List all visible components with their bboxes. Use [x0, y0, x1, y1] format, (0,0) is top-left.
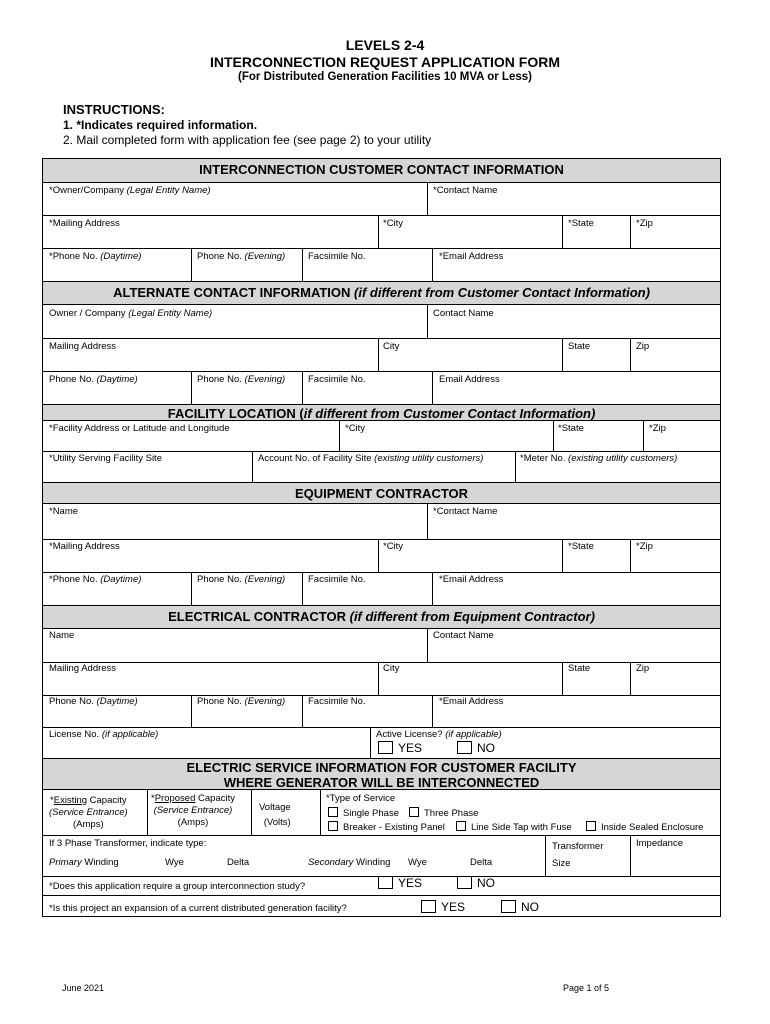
equip-mailing-address-field[interactable]: *Mailing Address — [49, 541, 120, 552]
existing-capacity-field[interactable]: *Existing Capacity (Service Entrance) (Amps) — [49, 795, 128, 830]
active-license-yes-checkbox[interactable]: YES — [378, 741, 422, 755]
equip-contact-name-field[interactable]: *Contact Name — [433, 506, 498, 517]
group-study-question: *Does this application require a group interconnection study? — [49, 881, 306, 892]
instruction-item-1: 1. *Indicates required information. — [63, 118, 258, 132]
alt-state-field[interactable]: State — [568, 341, 591, 352]
license-number-field[interactable]: License No. (if applicable) — [49, 729, 159, 740]
equip-zip-field[interactable]: *Zip — [636, 541, 653, 552]
secondary-wye-option[interactable]: Wye — [408, 857, 427, 868]
checkbox-icon — [456, 821, 466, 831]
inside-sealed-enclosure-checkbox[interactable]: Inside Sealed Enclosure — [586, 821, 703, 833]
elec-state-field[interactable]: State — [568, 663, 591, 674]
three-phase-transformer-label: If 3 Phase Transformer, indicate type: — [49, 838, 207, 849]
active-license-label: Active License? (if applicable) — [376, 729, 502, 740]
facility-address-field[interactable]: *Facility Address or Latitude and Longitude — [49, 423, 230, 434]
section-equipment-contractor: EQUIPMENT CONTRACTOR — [43, 482, 720, 504]
alt-contact-name-field[interactable]: Contact Name — [433, 308, 494, 319]
section-customer-contact — [43, 159, 720, 183]
elec-zip-field[interactable]: Zip — [636, 663, 650, 674]
form-level-heading: LEVELS 2-4 — [345, 37, 425, 53]
line-side-tap-checkbox[interactable]: Line Side Tap with Fuse — [456, 821, 572, 833]
section-facility-location: FACILITY LOCATION (if different from Customer Contact Information) — [43, 404, 720, 421]
group-study-no-checkbox[interactable]: NO — [457, 876, 495, 890]
primary-delta-option[interactable]: Delta — [227, 857, 250, 868]
equip-fax-field[interactable]: Facsimile No. — [308, 574, 366, 585]
alt-email-field[interactable]: Email Address — [439, 374, 500, 385]
equip-name-field[interactable]: *Name — [49, 506, 79, 517]
footer-date: June 2021 — [62, 983, 105, 993]
type-of-service-label: *Type of Service — [326, 793, 396, 804]
single-phase-checkbox[interactable]: Single Phase — [328, 807, 399, 819]
checkbox-icon — [409, 807, 419, 817]
checkbox-icon — [328, 807, 338, 817]
alt-phone-evening-field[interactable]: Phone No. (Evening) — [197, 374, 286, 385]
equip-state-field[interactable]: *State — [568, 541, 594, 552]
section-title: INTERCONNECTION CUSTOMER CONTACT INFORMATION — [199, 162, 564, 177]
mailing-address-field[interactable]: *Mailing Address — [49, 218, 120, 229]
primary-winding-label: Primary Winding — [49, 857, 119, 868]
alt-fax-field[interactable]: Facsimile No. — [308, 374, 366, 385]
city-field[interactable]: *City — [383, 218, 404, 229]
fax-field[interactable]: Facsimile No. — [308, 251, 366, 262]
utility-serving-site-field[interactable]: *Utility Serving Facility Site — [49, 453, 162, 464]
voltage-field[interactable]: Voltage (Volts) — [259, 802, 291, 828]
checkbox-icon — [328, 821, 338, 831]
account-number-field[interactable]: Account No. of Facility Site (existing utility customers) — [258, 453, 484, 464]
checkbox-icon — [378, 741, 393, 754]
section-alternate-contact: ALTERNATE CONTACT INFORMATION (if different from Customer Contact Information) — [43, 281, 720, 305]
expansion-no-checkbox[interactable]: NO — [501, 900, 539, 914]
section-electrical-contractor: ELECTRICAL CONTRACTOR (if different from Equipment Contractor) — [43, 605, 720, 629]
impedance-field[interactable]: Impedance — [636, 838, 684, 849]
alt-owner-company-field[interactable]: Owner / Company (Legal Entity Name) — [49, 308, 213, 319]
facility-zip-field[interactable]: *Zip — [649, 423, 666, 434]
expansion-yes-checkbox[interactable]: YES — [421, 900, 465, 914]
alt-mailing-address-field[interactable]: Mailing Address — [49, 341, 117, 352]
equip-city-field[interactable]: *City — [383, 541, 404, 552]
elec-phone-daytime-field[interactable]: Phone No. (Daytime) — [49, 696, 138, 707]
email-field[interactable]: *Email Address — [439, 251, 504, 262]
instruction-item-2: 2. Mail completed form with application fee (see page 2) to your utility — [63, 133, 432, 147]
instructions-heading: INSTRUCTIONS: — [63, 102, 165, 117]
secondary-delta-option[interactable]: Delta — [470, 857, 493, 868]
checkbox-icon — [421, 900, 436, 913]
form-title: INTERCONNECTION REQUEST APPLICATION FORM — [210, 54, 560, 70]
elec-contact-name-field[interactable]: Contact Name — [433, 630, 494, 641]
breaker-existing-panel-checkbox[interactable]: Breaker - Existing Panel — [328, 821, 445, 833]
form-subtitle: (For Distributed Generation Facilities 10 MVA or Less) — [238, 71, 532, 83]
alt-zip-field[interactable]: Zip — [636, 341, 650, 352]
zip-field[interactable]: *Zip — [636, 218, 653, 229]
active-license-no-checkbox[interactable]: NO — [457, 741, 495, 755]
checkbox-icon — [501, 900, 516, 913]
checkbox-icon — [378, 876, 393, 889]
application-form — [42, 158, 721, 917]
contact-name-field[interactable]: *Contact Name — [433, 185, 498, 196]
checkbox-icon — [457, 876, 472, 889]
primary-wye-option[interactable]: Wye — [165, 857, 184, 868]
owner-company-field[interactable]: *Owner/Company (Legal Entity Name) — [49, 185, 211, 196]
elec-email-field[interactable]: *Email Address — [439, 696, 504, 707]
secondary-winding-label: Secondary Winding — [308, 857, 391, 868]
checkbox-icon — [457, 741, 472, 754]
state-field[interactable]: *State — [568, 218, 594, 229]
equip-phone-daytime-field[interactable]: *Phone No. (Daytime) — [49, 574, 142, 585]
alt-phone-daytime-field[interactable]: Phone No. (Daytime) — [49, 374, 138, 385]
facility-city-field[interactable]: *City — [345, 423, 366, 434]
phone-daytime-field[interactable]: *Phone No. (Daytime) — [49, 251, 142, 262]
phone-evening-field[interactable]: Phone No. (Evening) — [197, 251, 286, 262]
elec-city-field[interactable]: City — [383, 663, 400, 674]
expansion-question: *Is this project an expansion of a current distributed generation facility? — [49, 903, 347, 914]
elec-fax-field[interactable]: Facsimile No. — [308, 696, 366, 707]
equip-email-field[interactable]: *Email Address — [439, 574, 504, 585]
facility-state-field[interactable]: *State — [558, 423, 584, 434]
meter-number-field[interactable]: *Meter No. (existing utility customers) — [520, 453, 678, 464]
elec-phone-evening-field[interactable]: Phone No. (Evening) — [197, 696, 286, 707]
checkbox-icon — [586, 821, 596, 831]
proposed-capacity-field[interactable]: *Proposed Capacity (Service Entrance) (Amps) — [151, 793, 235, 828]
alt-city-field[interactable]: City — [383, 341, 400, 352]
footer-page-number: Page 1 of 5 — [563, 983, 610, 993]
elec-mailing-address-field[interactable]: Mailing Address — [49, 663, 117, 674]
equip-phone-evening-field[interactable]: Phone No. (Evening) — [197, 574, 286, 585]
section-electric-service: ELECTRIC SERVICE INFORMATION FOR CUSTOMER FACILITY WHERE GENERATOR WILL BE INTERCONNECTED — [43, 758, 720, 790]
three-phase-checkbox[interactable]: Three Phase — [409, 807, 478, 819]
elec-name-field[interactable]: Name — [49, 630, 75, 641]
group-study-yes-checkbox[interactable]: YES — [378, 876, 422, 890]
transformer-size-field[interactable]: Transformer Size — [552, 841, 604, 869]
